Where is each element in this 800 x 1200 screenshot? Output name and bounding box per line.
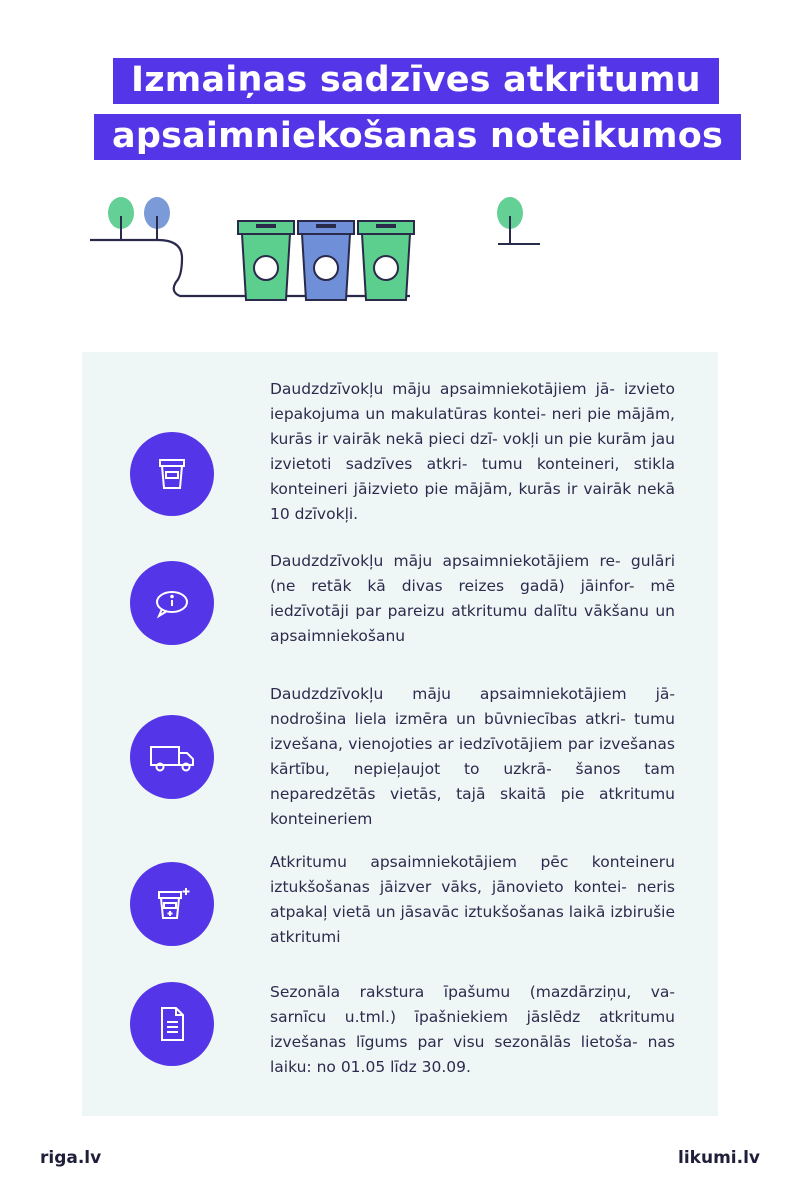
title-line-1: Izmaiņas sadzīves atkritumu: [113, 58, 719, 104]
blue-bin-icon: [298, 221, 354, 300]
rule-text: Daudzdzīvokļu māju apsaimniekotājiem re- gulāri (ne retāk kā divas reizes gadā) jāinfor- mē iedzīvotāji par pareizu atkritumu dalītu vākšanu un apsaimniekošanu: [270, 552, 675, 645]
document-icon: [130, 982, 214, 1066]
rule-text: Daudzdzīvokļu māju apsaimniekotājiem jā- nodrošina liela izmēra un būvniecības atkri- tumu izvešana, vienojoties ar iedzīvotājiem par izvešanas kārtību, nepieļaujot to uzkrā- šanos tam neparedzētās vietās, tajā skaitā pie atkritumu konteineriem: [270, 685, 675, 828]
title-line-2: apsaimniekošanas noteikumos: [94, 114, 741, 160]
tree-icon: [497, 197, 540, 244]
rules-panel: [82, 352, 718, 1116]
rule-text: Daudzdzīvokļu māju apsaimniekotājiem jā- izvieto iepakojuma un makulatūras kontei- neri pie mājām, kurās ir vairāk nekā pieci dzī- vokļi un pie kurām jau izvietoti sadzīves atkri- tumu konteineri, stikla konteineri jāizvieto pie mājām, kurās ir vairāk nekā 10 dzīvokļi.: [270, 380, 675, 523]
container-icon: [130, 432, 214, 516]
recycling-bins-illustration: [80, 192, 550, 312]
info-speech-bubble-icon: [130, 561, 214, 645]
green-bin-icon: [358, 221, 414, 300]
tree-icon: [108, 197, 134, 240]
truck-icon: [130, 715, 214, 799]
rule-text: Atkritumu apsaimniekotājiem pēc konteineru iztukšošanas jāizver vāks, jānovieto kontei- neris atpakaļ vietā un jāsavāc iztukšošanas laikā izbirušie atkritumi: [270, 853, 675, 946]
tree-icon: [144, 197, 170, 240]
green-bin-icon: [238, 221, 294, 300]
clean-container-icon: [130, 862, 214, 946]
rule-text: Sezonāla rakstura īpašumu (mazdārziņu, va- sarnīcu u.tml.) īpašniekiem jāslēdz atkritumu izvešanas līgums par visu sezonālās lietoša- nas laiku: no 01.05 līdz 30.09.: [270, 983, 675, 1076]
likumi-link[interactable]: likumi.lv: [678, 1148, 760, 1168]
riga-link[interactable]: riga.lv: [40, 1148, 102, 1168]
